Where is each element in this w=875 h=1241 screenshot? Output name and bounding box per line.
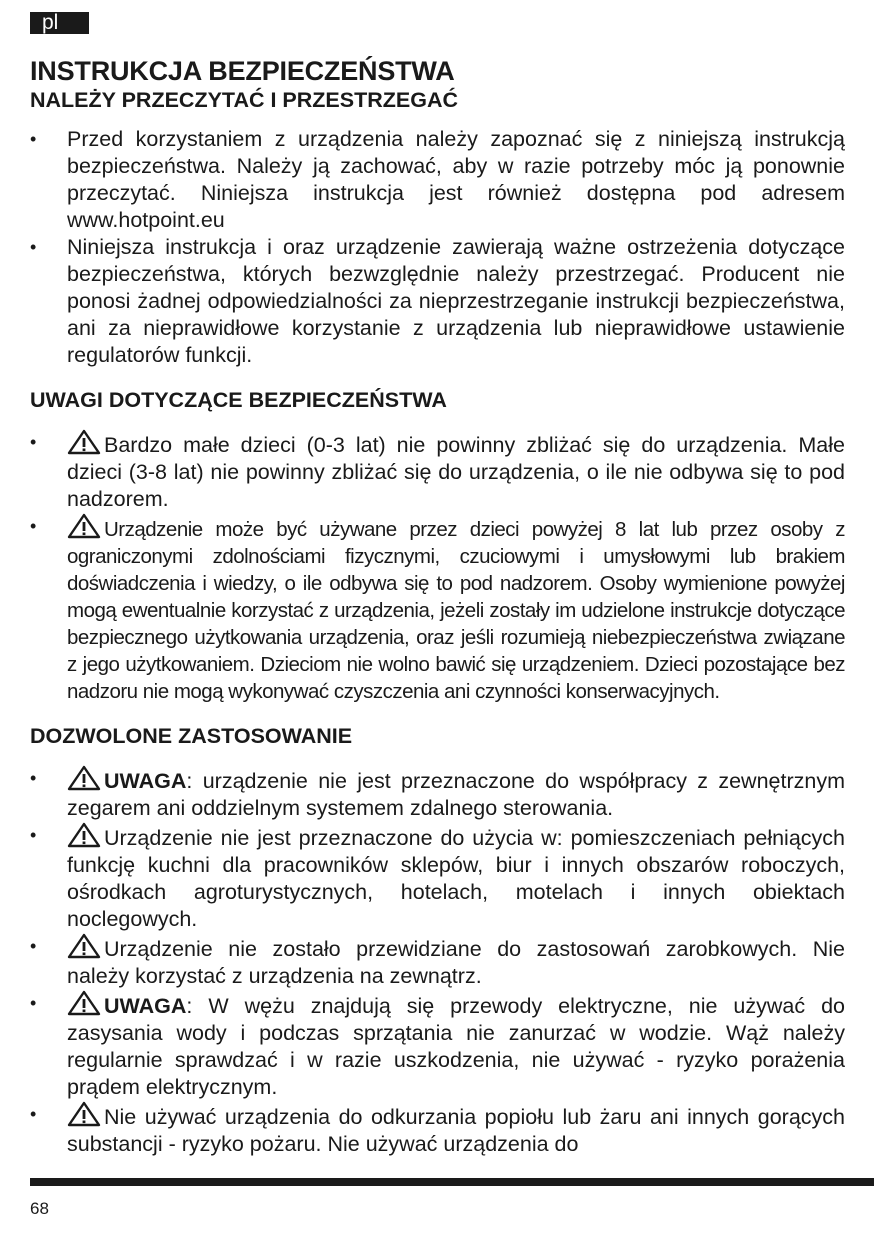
item-text: Urządzenie nie jest przeznaczone do użycia w: pomieszczeniach pełniących funkcję kuchni dla pracowników sklepów, biur i innych obszarów roboczych, ośrodkach agroturystycznych, hotelach, motelach i innych obiektach noclegowych. bbox=[67, 826, 845, 931]
warning-triangle-icon bbox=[67, 933, 101, 959]
warning-triangle-icon bbox=[67, 1101, 101, 1127]
item-text: : W wężu znajdują się przewody elektryczne, nie używać do zasysania wody i podczas sprzątania nie zanurzać w wodzie. Wąż należy regularnie sprawdzać i w razie uszkodzenia, nie używać - ryzyko porażenia prądem elektrycznym. bbox=[67, 994, 845, 1099]
bullet: • bbox=[30, 1104, 37, 1124]
list-item bbox=[30, 513, 845, 705]
page-subtitle: NALEŻY PRZECZYTAĆ I PRZESTRZEGAĆ bbox=[30, 88, 459, 112]
list-item bbox=[30, 822, 845, 933]
bullet: • bbox=[30, 129, 37, 149]
item-text: Urządzenie może być używane przez dzieci powyżej 8 lat lub przez osoby z ograniczonymi zdolnościami fizycznymi, czuciowymi i umysłowymi lub brakiem doświadczenia i wiedzy, o ile odbywa się to pod nadzorem. Osoby wymienione powyżej mogą ewentualnie korzystać z urządzenia, jeżeli zostały im udzielone instrukcje dotyczące bezpiecznego użytkowania urządzenia, oraz jeśli rozumieją niebezpieczeństwa związane z jego użytkowaniem. Dzieciom nie wolno bawić się urządzeniem. Dzieci pozostające bez nadzoru nie mogą wykonywać czyszczenia ani czynności konserwacyjnych. bbox=[67, 518, 845, 703]
warning-triangle-icon bbox=[67, 429, 101, 455]
item-text: : urządzenie nie jest przeznaczone do współpracy z zewnętrznym zegarem ani oddzielnym systemem zdalnego sterowania. bbox=[67, 769, 845, 820]
usage-list bbox=[30, 765, 845, 1158]
document-body bbox=[30, 55, 845, 1158]
item-text: Niniejsza instrukcja i oraz urządzenie zawierają ważne ostrzeżenia dotyczące bezpieczeństwa, których bezwzględnie należy przestrzegać. Producent nie ponosi żadnej odpowiedzialności za nieprzestrzeganie instrukcji bezpieczeństwa, ani za nieprawidłowe korzystanie z urządzenia lub nieprawidłowe ustawienie regulatorów funkcji. bbox=[67, 235, 845, 367]
item-text: Urządzenie nie zostało przewidziane do zastosowań zarobkowych. Nie należy korzystać z urządzenia na zewnątrz. bbox=[67, 937, 845, 988]
safety-list bbox=[30, 429, 845, 705]
page-number: 68 bbox=[30, 1199, 49, 1218]
usage-heading: DOZWOLONE ZASTOSOWANIE bbox=[30, 724, 353, 748]
bullet: • bbox=[30, 516, 36, 536]
bullet: • bbox=[30, 237, 37, 257]
list-item bbox=[30, 429, 845, 513]
warning-triangle-icon bbox=[67, 990, 101, 1016]
item-text: Nie używać urządzenia do odkurzania popiołu lub żaru ani innych gorących substancji - ryzyko pożaru. Nie używać urządzenia do bbox=[67, 1105, 845, 1156]
list-item bbox=[30, 1101, 845, 1158]
list-item bbox=[30, 765, 845, 822]
list-item bbox=[30, 234, 845, 369]
warning-triangle-icon bbox=[67, 765, 101, 791]
page-title: INSTRUKCJA BEZPIECZEŃSTWA bbox=[30, 56, 455, 86]
bullet: • bbox=[30, 432, 37, 452]
list-item bbox=[30, 126, 845, 234]
bullet: • bbox=[30, 825, 37, 845]
list-item bbox=[30, 990, 845, 1101]
footer-divider bbox=[30, 1178, 874, 1186]
warning-label: UWAGA bbox=[104, 769, 187, 793]
warning-triangle-icon bbox=[67, 513, 101, 539]
item-text: Przed korzystaniem z urządzenia należy zapoznać się z niniejszą instrukcją bezpieczeństwa. Należy ją zachować, aby w razie potrzeby móc ją ponownie przeczytać. Niniejsza instrukcja jest również dostępna pod adresem www.hotpoint.eu bbox=[67, 127, 845, 232]
bullet: • bbox=[30, 936, 37, 956]
language-tab: pl bbox=[30, 12, 89, 34]
bullet: • bbox=[30, 768, 37, 788]
item-text: Bardzo małe dzieci (0-3 lat) nie powinny zbliżać się do urządzenia. Małe dzieci (3-8 lat) nie powinny zbliżać się do urządzenia, o ile nie odbywa się to pod nadzorem. bbox=[67, 433, 845, 511]
intro-list bbox=[30, 126, 845, 369]
list-item bbox=[30, 933, 845, 990]
bullet: • bbox=[30, 993, 37, 1013]
safety-heading: UWAGI DOTYCZĄCE BEZPIECZEŃSTWA bbox=[30, 388, 447, 412]
warning-label: UWAGA bbox=[104, 994, 187, 1018]
warning-triangle-icon bbox=[67, 822, 101, 848]
